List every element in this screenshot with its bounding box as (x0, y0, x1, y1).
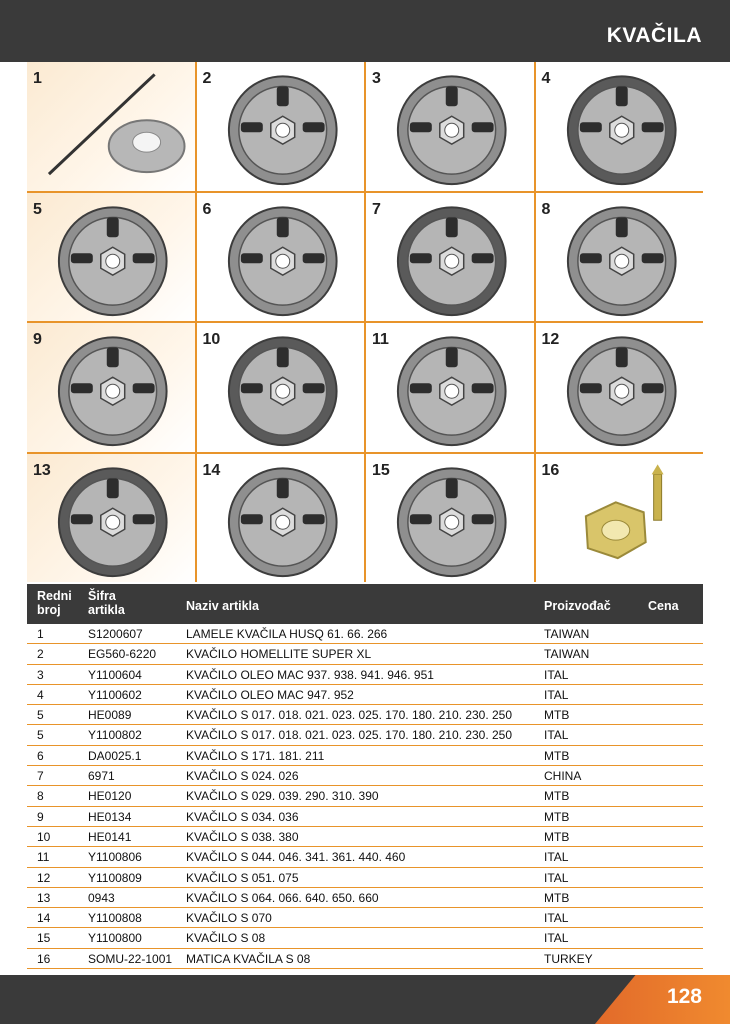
table-row (27, 807, 703, 827)
cell-code: DA0025.1 (88, 748, 142, 763)
cell-code: Y1100806 (88, 850, 142, 865)
cell-no: 2 (37, 647, 44, 662)
cell-name: KVAČILO S 017. 018. 021. 023. 025. 170. 180. 210. 230. 250 (186, 728, 513, 743)
cell-code: Y1100604 (88, 667, 142, 682)
table-row (27, 868, 703, 888)
product-image (197, 193, 365, 322)
table-row (27, 665, 703, 685)
cell-code: HE0089 (88, 708, 132, 723)
cell-no: 5 (37, 728, 44, 743)
cell-number: 13 (33, 461, 51, 479)
product-image (536, 454, 704, 583)
cell-number: 11 (372, 331, 389, 348)
cell-number: 14 (202, 461, 221, 479)
cell-number: 5 (33, 200, 42, 218)
table-row (27, 766, 703, 786)
product-image (27, 454, 195, 583)
table-row (27, 705, 703, 725)
cell-code: Y1100802 (88, 728, 142, 743)
page-number: 128 (666, 985, 702, 1008)
product-cell (197, 323, 365, 452)
cell-name: KVAČILO S 044. 046. 341. 361. 440. 460 (186, 850, 406, 865)
cell-name: KVAČILO OLEO MAC 947. 952 (186, 687, 354, 702)
cell-number: 2 (202, 70, 212, 87)
table-row (27, 949, 703, 969)
cell-name: KVAČILO S 08 (186, 931, 266, 946)
cell-maker: MTB (544, 748, 570, 763)
cell-code: HE0141 (88, 829, 132, 844)
product-image (197, 323, 365, 452)
cell-name: MATICA KVAČILA S 08 (186, 951, 311, 966)
cell-code: Y1100809 (88, 870, 142, 885)
cell-code: Y1100808 (88, 911, 142, 926)
product-cell (536, 323, 704, 452)
header-price: Cena (648, 599, 679, 613)
product-cell (366, 454, 534, 583)
product-image (197, 454, 365, 583)
cell-name: KVAČILO S 024. 026 (186, 769, 299, 784)
cell-no: 12 (37, 870, 51, 885)
cell-number: 8 (541, 200, 551, 218)
product-image (536, 323, 704, 452)
table-row (27, 928, 703, 948)
product-image-grid (27, 62, 703, 582)
table-row (27, 624, 703, 644)
header-no: Redni broj (37, 589, 72, 617)
cell-no: 10 (37, 829, 51, 844)
page-title: KVAČILA (606, 24, 702, 47)
table-header (27, 584, 703, 624)
cell-maker: CHINA (544, 769, 582, 784)
table-body (27, 624, 703, 969)
product-cell (27, 454, 195, 583)
cell-code: HE0120 (88, 789, 132, 804)
cell-no: 9 (37, 809, 44, 824)
cell-maker: MTB (544, 708, 570, 723)
product-image (27, 193, 195, 322)
cell-maker: ITAL (544, 667, 569, 682)
cell-maker: ITAL (544, 931, 569, 946)
product-cell (366, 323, 534, 452)
table-row (27, 888, 703, 908)
product-table (27, 584, 703, 969)
product-image (27, 62, 195, 191)
cell-number: 15 (372, 461, 390, 479)
product-image (536, 193, 704, 322)
cell-no: 8 (37, 789, 44, 804)
cell-number: 12 (541, 331, 560, 348)
cell-maker: ITAL (544, 687, 569, 702)
cell-code: EG560-6220 (88, 647, 157, 662)
cell-no: 1 (37, 627, 44, 641)
cell-code: 0943 (88, 890, 115, 905)
product-image (536, 62, 704, 191)
cell-maker: MTB (544, 789, 570, 804)
cell-number: 9 (33, 331, 42, 348)
cell-code: S1200607 (88, 627, 143, 641)
cell-maker: TAIWAN (544, 627, 590, 641)
cell-name: KVAČILO S 038. 380 (186, 829, 299, 844)
cell-no: 4 (37, 687, 44, 702)
cell-no: 5 (37, 708, 44, 723)
cell-code: HE0134 (88, 809, 132, 824)
cell-name: KVAČILO HOMELLITE SUPER XL (186, 647, 372, 662)
product-cell (536, 62, 704, 191)
cell-no: 3 (37, 667, 44, 682)
product-cell (366, 62, 534, 191)
product-cell (536, 454, 704, 583)
cell-code: Y1100602 (88, 687, 142, 702)
cell-no: 14 (37, 911, 51, 926)
cell-code: SOMU-22-1001 (88, 951, 173, 966)
header-code: Šifra artikla (88, 589, 125, 617)
cell-maker: ITAL (544, 850, 569, 865)
header-maker: Proizvođač (544, 599, 611, 613)
cell-no: 6 (37, 748, 44, 763)
product-cell (366, 193, 534, 322)
table-row (27, 644, 703, 664)
product-image (197, 62, 365, 191)
product-image (366, 62, 534, 191)
cell-maker: ITAL (544, 911, 569, 926)
cell-code: 6971 (88, 769, 115, 784)
cell-maker: MTB (544, 890, 570, 905)
header-name: Naziv artikla (186, 599, 259, 613)
table-row (27, 908, 703, 928)
cell-maker: ITAL (544, 870, 569, 885)
product-cell (536, 193, 704, 322)
cell-number: 16 (541, 461, 560, 479)
cell-maker: MTB (544, 809, 570, 824)
cell-name: KVAČILO S 070 (186, 911, 272, 926)
product-cell (197, 62, 365, 191)
cell-no: 13 (37, 890, 51, 905)
product-cell (27, 323, 195, 452)
cell-no: 15 (37, 931, 51, 946)
cell-no: 7 (37, 769, 44, 784)
table-row (27, 786, 703, 806)
cell-name: KVAČILO S 029. 039. 290. 310. 390 (186, 789, 379, 804)
cell-maker: ITAL (544, 728, 569, 743)
cell-name: KVAČILO S 017. 018. 021. 023. 025. 170. 180. 210. 230. 250 (186, 708, 513, 723)
cell-number: 7 (372, 200, 381, 218)
product-image (366, 323, 534, 452)
cell-name: KVAČILO S 051. 075 (186, 870, 299, 885)
cell-no: 11 (37, 850, 50, 865)
table-row (27, 827, 703, 847)
product-image (366, 193, 534, 322)
cell-name: LAMELE KVAČILA HUSQ 61. 66. 266 (186, 627, 388, 641)
product-cell (27, 62, 195, 191)
cell-number: 4 (541, 70, 551, 87)
cell-name: KVAČILO OLEO MAC 937. 938. 941. 946. 951 (186, 667, 434, 682)
product-cell (27, 193, 195, 322)
product-cell (197, 454, 365, 583)
cell-name: KVAČILO S 034. 036 (186, 809, 299, 824)
cell-code: Y1100800 (88, 931, 142, 946)
cell-name: KVAČILO S 064. 066. 640. 650. 660 (186, 890, 379, 905)
product-image (27, 323, 195, 452)
table-row (27, 847, 703, 867)
cell-number: 6 (202, 200, 212, 218)
cell-name: KVAČILO S 171. 181. 211 (186, 748, 325, 763)
table-row (27, 725, 703, 745)
cell-no: 16 (37, 951, 51, 966)
product-cell (197, 193, 365, 322)
cell-number: 1 (33, 70, 42, 87)
table-row (27, 746, 703, 766)
table-row (27, 685, 703, 705)
cell-number: 10 (202, 331, 221, 348)
cell-number: 3 (372, 70, 381, 87)
cell-maker: TAIWAN (544, 647, 590, 662)
product-image (366, 454, 534, 583)
cell-maker: MTB (544, 829, 570, 844)
cell-maker: TURKEY (544, 951, 593, 966)
